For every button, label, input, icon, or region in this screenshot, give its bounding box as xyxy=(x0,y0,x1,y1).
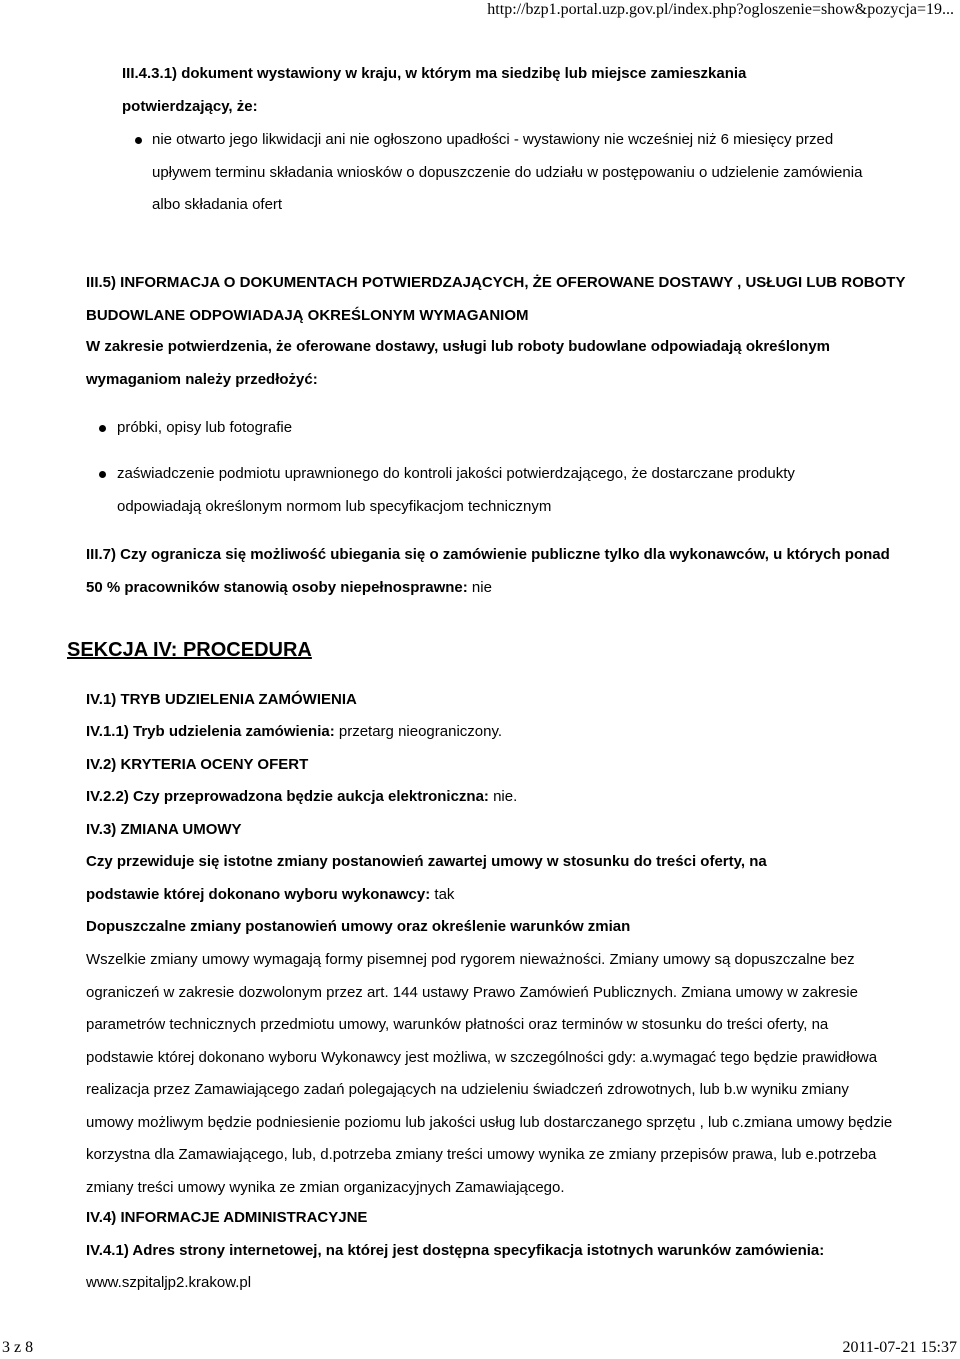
section-iv-4-heading: IV.4) INFORMACJE ADMINISTRACYJNE xyxy=(86,1209,368,1226)
section-iv-1-heading: IV.1) TRYB UDZIELENIA ZAMÓWIENIA xyxy=(86,691,357,708)
section-iii-5-intro: W zakresie potwierdzenia, że oferowane dostawy, usługi lub roboty budowlane odpowiadają określonym wymaganiom należy przedłożyć: xyxy=(86,338,831,388)
section-iv-title: SEKCJA IV: PROCEDURA xyxy=(67,639,312,661)
page-number: 3 z 8 xyxy=(2,1339,34,1356)
section-iv-4-1-label: IV.4.1) Adres strony internetowej, na której jest dostępna specyfikacja istotnych warunków zamówienia: xyxy=(86,1242,825,1259)
bullet-icon xyxy=(99,425,106,432)
bullet-text: zaświadczenie podmiotu uprawnionego do kontroli jakości potwierdzającego, że dostarczane produkty odpowiadają określonym normom lub specyfikacjom technicznym xyxy=(117,465,795,515)
bullet-text: nie otwarto jego likwidacji ani nie ogłoszono upadłości - wystawiony nie wcześniej niż 6 miesięcy przed upływem terminu składania wniosków o dopuszczenie do udziału w postępowaniu o udzielenie zamówienia albo składania ofert xyxy=(152,131,863,213)
bullet-icon xyxy=(99,471,106,478)
section-iii-7-answer: nie xyxy=(467,578,492,596)
section-iv-3-question xyxy=(86,846,826,911)
spec-website-link[interactable]: www.szpitaljp2.krakow.pl xyxy=(86,1274,252,1291)
section-iv-2-heading: IV.2) KRYTERIA OCENY OFERT xyxy=(86,756,309,773)
print-header-url: http://bzp1.portal.uzp.gov.pl/index.php?ogloszenie=show&pozycja=19... xyxy=(487,1,954,18)
section-iii-5-heading: III.5) INFORMACJA O DOKUMENTACH POTWIERDZAJĄCYCH, ŻE OFEROWANE DOSTAWY , USŁUGI LUB ROBOTY BUDOWLANE ODPOWIADAJĄ OKREŚLONYM WYMAGANIOM xyxy=(86,274,906,324)
section-iv-1-1 xyxy=(86,716,886,749)
section-iv-2-2-value: nie. xyxy=(488,788,518,805)
section-iii-4-3-1-heading: III.4.3.1) dokument wystawiony w kraju, w którym ma siedzibę lub miejsce zamieszkania potwierdzający, że: xyxy=(122,65,747,115)
section-iv-1-1-value: przetarg nieograniczony. xyxy=(334,723,503,740)
section-iii-7-question: III.7) Czy ogranicza się możliwość ubiegania się o zamówienie publiczne tylko dla wykonawców, u których ponad 50 % pracowników stanowią osoby niepełnosprawne: xyxy=(86,546,890,596)
bullet-icon xyxy=(135,137,142,144)
section-iii-7 xyxy=(86,539,906,604)
section-iv-3-heading: IV.3) ZMIANA UMOWY xyxy=(86,821,242,838)
section-iv-2-2 xyxy=(86,781,886,814)
section-iv-3-allowed-changes-label: Dopuszczalne zmiany postanowień umowy oraz określenie warunków zmian xyxy=(86,918,631,935)
section-iv-4-1-value xyxy=(86,1267,886,1300)
section-iv-3-allowed-changes-text: Wszelkie zmiany umowy wymagają formy pisemnej pod rygorem nieważności. Zmiany umowy są dopuszczalne bez ograniczeń w zakresie dozwolonym przez art. 144 ustawy Prawo Zamówień Publicznych. Zmiana umowy w zakresie parametrów technicznych przedmiotu umowy, warunków płatności oraz terminów w stosunku do treści oferty, na podstawie której dokonano wyboru Wykonawcy jest możliwa, w szczególności gdy: a.wymagać tego będzie prawidłowa realizacja przez Zamawiającego zadań polegających na udzieleniu świadczeń zdrowotnych, lub b.w wyniku zmiany umowy możliwym będzie podniesienie poziomu lub jakości usług lub dostarczanego sprzętu , lub c.zmiana umowy będzie korzystna dla Zamawiającego, lub, d.potrzeba zmiany treści umowy wynika ze zmiany przepisów prawa, lub e.potrzeba zmiany treści umowy wynika ze zmian organizacyjnych Zamawiającego. xyxy=(86,951,893,1196)
print-timestamp: 2011-07-21 15:37 xyxy=(842,1339,957,1356)
section-iv-3-answer: tak xyxy=(430,885,455,903)
print-footer xyxy=(0,1339,960,1359)
section-iv-2-2-label: IV.2.2) Czy przeprowadzona będzie aukcja elektroniczna: xyxy=(86,788,489,805)
section-iv-1-1-label: IV.1.1) Tryb udzielenia zamówienia: xyxy=(86,723,335,740)
section-iv-3-question-label: Czy przewiduje się istotne zmiany postanowień zawartej umowy w stosunku do treści oferty, na podstawie której dokonano wyboru wykonawcy: xyxy=(86,853,767,903)
bullet-text: próbki, opisy lub fotografie xyxy=(117,419,293,436)
